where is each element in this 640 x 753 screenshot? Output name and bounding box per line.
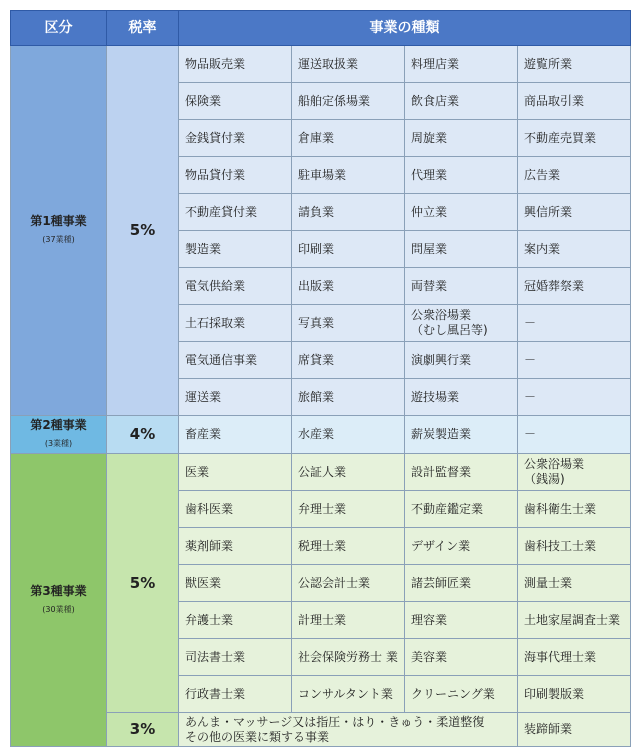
business-item: 倉庫業 — [292, 120, 405, 157]
business-item: 司法書士業 — [179, 639, 292, 676]
business-item: 案内業 — [518, 231, 631, 268]
business-item: 金銭貸付業 — [179, 120, 292, 157]
business-item: 歯科医業 — [179, 491, 292, 528]
business-item: 興信所業 — [518, 194, 631, 231]
business-item: 理容業 — [405, 602, 518, 639]
business-item: 請負業 — [292, 194, 405, 231]
business-item: 商品取引業 — [518, 83, 631, 120]
business-item: 公衆浴場業 （銭湯) — [518, 454, 631, 491]
business-item: － — [518, 305, 631, 342]
business-item: 弁理士業 — [292, 491, 405, 528]
table-row — [11, 454, 631, 491]
business-item: コンサルタント業 — [292, 676, 405, 713]
business-item: － — [518, 379, 631, 416]
business-item: 医業 — [179, 454, 292, 491]
table-body — [11, 46, 631, 747]
business-item: 測量士業 — [518, 565, 631, 602]
business-item: 出版業 — [292, 268, 405, 305]
header-business: 事業の種類 — [179, 11, 631, 46]
business-item: 不動産鑑定業 — [405, 491, 518, 528]
business-item: 広告業 — [518, 157, 631, 194]
business-item: 周旋業 — [405, 120, 518, 157]
business-item: 船舶定係場業 — [292, 83, 405, 120]
business-item: 計理士業 — [292, 602, 405, 639]
business-item: 運送業 — [179, 379, 292, 416]
business-item: 電気通信事業 — [179, 342, 292, 379]
business-item: 弁護士業 — [179, 602, 292, 639]
business-item: 演劇興行業 — [405, 342, 518, 379]
business-item: 印刷製版業 — [518, 676, 631, 713]
business-item: 税理士業 — [292, 528, 405, 565]
category-count: (37業種) — [42, 235, 75, 244]
business-item: 水産業 — [292, 416, 405, 454]
business-item: 代理業 — [405, 157, 518, 194]
business-item: 歯科技工士業 — [518, 528, 631, 565]
business-item: 席貸業 — [292, 342, 405, 379]
business-item: 不動産売買業 — [518, 120, 631, 157]
business-item: 問屋業 — [405, 231, 518, 268]
category-name: 第2種事業 — [30, 418, 87, 432]
header-row — [11, 11, 631, 46]
business-item: 獣医業 — [179, 565, 292, 602]
business-item: 写真業 — [292, 305, 405, 342]
business-item: 冠婚葬祭業 — [518, 268, 631, 305]
business-item: 遊技場業 — [405, 379, 518, 416]
business-item: 畜産業 — [179, 416, 292, 454]
table-row — [11, 46, 631, 83]
business-item: 社会保険労務士 業 — [292, 639, 405, 676]
business-item: 海事代理士業 — [518, 639, 631, 676]
category-count: (3業種) — [44, 439, 73, 448]
business-item: 設計監督業 — [405, 454, 518, 491]
business-tax-table — [10, 10, 631, 747]
tax-rate: 5% — [107, 454, 179, 713]
tax-rate: 4% — [107, 416, 179, 454]
business-item: 運送取扱業 — [292, 46, 405, 83]
business-item: 公証人業 — [292, 454, 405, 491]
business-item: 電気供給業 — [179, 268, 292, 305]
business-item: 土地家屋調査士業 — [518, 602, 631, 639]
business-item: 両替業 — [405, 268, 518, 305]
business-item: 公衆浴場業 （むし風呂等) — [405, 305, 518, 342]
header-rate: 税率 — [107, 11, 179, 46]
tax-rate: 3% — [107, 713, 179, 747]
table-row — [11, 416, 631, 454]
business-item: 美容業 — [405, 639, 518, 676]
business-item: 諸芸師匠業 — [405, 565, 518, 602]
business-item: 土石採取業 — [179, 305, 292, 342]
business-item: 仲立業 — [405, 194, 518, 231]
header-category: 区分 — [11, 11, 107, 46]
business-item: 旅館業 — [292, 379, 405, 416]
business-item: 不動産貸付業 — [179, 194, 292, 231]
business-item: 薪炭製造業 — [405, 416, 518, 454]
business-item: 公認会計士業 — [292, 565, 405, 602]
category-cell — [11, 46, 107, 416]
category-name: 第3種事業 — [30, 583, 87, 598]
business-item: 駐車場業 — [292, 157, 405, 194]
business-item: 歯科衛生士業 — [518, 491, 631, 528]
business-item: デザイン業 — [405, 528, 518, 565]
business-item: － — [518, 416, 631, 454]
business-item: 製造業 — [179, 231, 292, 268]
business-item-wide: あんま・マッサージ又は指圧・はり・きゅう・柔道整復 その他の医業に類する事業 — [179, 713, 518, 747]
business-item: 料理店業 — [405, 46, 518, 83]
business-item: 装蹄師業 — [518, 713, 631, 747]
tax-rate: 5% — [107, 46, 179, 416]
category-cell — [11, 416, 107, 454]
business-item: 遊覧所業 — [518, 46, 631, 83]
business-item: 印刷業 — [292, 231, 405, 268]
business-item: 物品販売業 — [179, 46, 292, 83]
business-item: 飲食店業 — [405, 83, 518, 120]
business-item: 薬剤師業 — [179, 528, 292, 565]
business-item: 物品貸付業 — [179, 157, 292, 194]
business-item: 保険業 — [179, 83, 292, 120]
business-item: クリーニング業 — [405, 676, 518, 713]
category-count: (30業種) — [42, 604, 75, 614]
business-item: 行政書士業 — [179, 676, 292, 713]
category-name: 第1種事業 — [30, 214, 87, 228]
business-item: － — [518, 342, 631, 379]
category-cell — [11, 454, 107, 747]
